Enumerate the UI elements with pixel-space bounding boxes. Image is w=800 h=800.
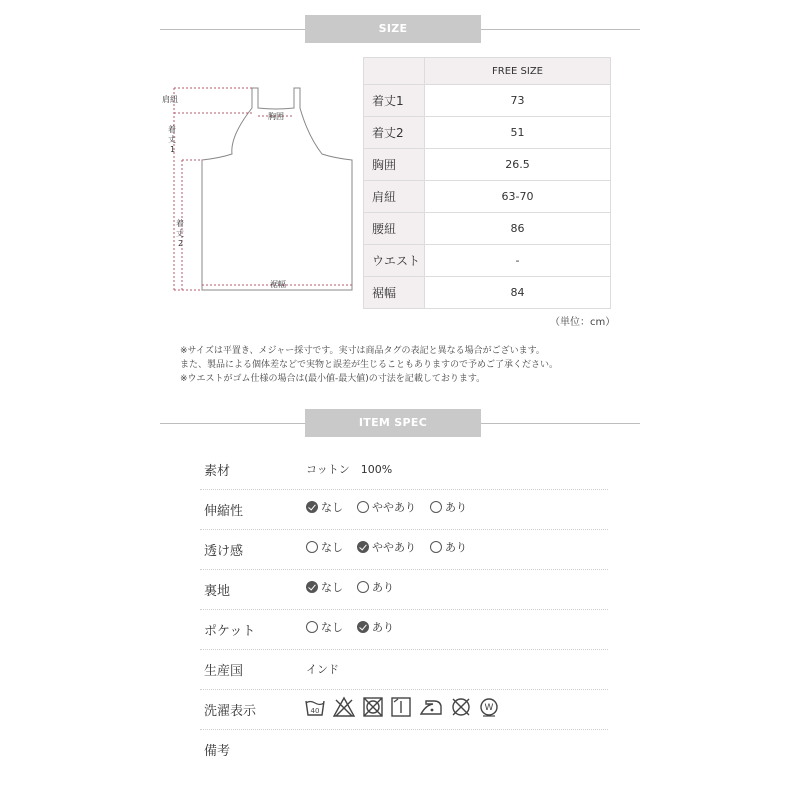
stretch-options <box>306 499 481 515</box>
row-value: - <box>425 245 611 277</box>
spec-label: 素材 <box>204 464 231 479</box>
no-bleach-icon <box>332 696 356 718</box>
row-value: 51 <box>425 117 611 149</box>
wet-clean-icon <box>478 696 500 718</box>
row-value: 63-70 <box>425 181 611 213</box>
table-row <box>364 277 611 309</box>
table-row <box>364 213 611 245</box>
material-value: コットン 100% <box>306 463 393 476</box>
diagram-label-length2: 着丈 2 <box>176 219 184 248</box>
size-table <box>363 57 611 309</box>
circle-icon <box>430 501 442 513</box>
pocket-options <box>306 619 408 635</box>
size-table-header-row <box>364 58 611 85</box>
spec-row-remarks <box>200 729 608 769</box>
note-line: ※サイズは平置き、メジャー採寸です。実寸は商品タグの表記と異なる場合がございます。 <box>180 346 545 356</box>
size-table-header: FREE SIZE <box>425 58 611 85</box>
wet-clean-letter: W <box>484 703 494 713</box>
note-line: ※ウエストがゴム仕様の場合は(最小値-最大値)の寸法を記載しております。 <box>180 374 486 384</box>
circle-icon <box>430 541 442 553</box>
table-row <box>364 149 611 181</box>
table-row <box>364 117 611 149</box>
row-label: 着丈1 <box>364 85 425 117</box>
wash-temp: 40 <box>310 707 320 715</box>
spec-heading: ITEM SPEC <box>305 409 481 437</box>
circle-icon <box>306 621 318 633</box>
spec-row-care <box>200 689 608 730</box>
check-circle-icon <box>357 621 369 633</box>
origin-value: インド <box>306 663 339 676</box>
row-label: 胸囲 <box>364 149 425 181</box>
option <box>306 579 343 595</box>
check-circle-icon <box>306 501 318 513</box>
circle-icon <box>357 501 369 513</box>
option <box>357 539 416 555</box>
size-heading: SIZE <box>305 15 481 43</box>
garment-diagram <box>160 80 360 300</box>
lining-options <box>306 579 408 595</box>
option-label: あり <box>372 581 394 594</box>
option <box>357 619 394 635</box>
spec-label: ポケット <box>204 624 256 639</box>
diagram-label-strap: 肩紐 <box>162 95 178 104</box>
row-label: 肩紐 <box>364 181 425 213</box>
option-label: あり <box>372 621 394 634</box>
row-label: 裾幅 <box>364 277 425 309</box>
note-line: また、製品による個体差などで実物と誤差が生じることもありますので予めご了承ください。 <box>180 360 559 370</box>
no-tumble-dry-icon <box>362 696 384 718</box>
spec-row-origin <box>200 649 608 690</box>
option-label: ややあり <box>372 501 416 514</box>
spec-label: 伸縮性 <box>204 504 244 519</box>
row-label: 腰紐 <box>364 213 425 245</box>
diagram-label-length1: 着丈 1 <box>168 125 176 154</box>
wash-40-icon <box>304 696 326 718</box>
check-circle-icon <box>306 581 318 593</box>
spec-label: 生産国 <box>204 664 244 679</box>
option <box>357 499 416 515</box>
spec-label: 洗濯表示 <box>204 704 257 719</box>
row-value: 73 <box>425 85 611 117</box>
unit-note: （単位：cm） <box>550 317 616 328</box>
size-notes <box>180 344 558 386</box>
row-value: 26.5 <box>425 149 611 181</box>
circle-icon <box>306 541 318 553</box>
option <box>430 539 467 555</box>
option-label: なし <box>321 541 343 554</box>
diagram-label-hem: 裾幅 <box>270 280 286 289</box>
check-circle-icon <box>357 541 369 553</box>
option-label: あり <box>445 541 467 554</box>
row-label: 着丈2 <box>364 117 425 149</box>
option-label: あり <box>445 501 467 514</box>
table-row <box>364 245 611 277</box>
spec-row-pocket <box>200 609 608 650</box>
option-label: なし <box>321 621 343 634</box>
spec-row-material <box>200 449 608 490</box>
no-dry-clean-icon <box>450 696 472 718</box>
table-row <box>364 181 611 213</box>
row-value: 86 <box>425 213 611 245</box>
option <box>430 499 467 515</box>
option <box>306 499 343 515</box>
spec-label: 備考 <box>204 744 231 759</box>
spec-section-header <box>160 409 640 439</box>
option-label: なし <box>321 581 343 594</box>
size-table-corner <box>364 58 425 85</box>
option <box>357 579 394 595</box>
diagram-label-chest: 胸囲 <box>268 112 284 121</box>
spec-row-lining <box>200 569 608 610</box>
option-label: ややあり <box>372 541 416 554</box>
sheerness-options <box>306 539 481 555</box>
option-label: なし <box>321 501 343 514</box>
line-dry-icon <box>390 696 412 718</box>
spec-row-sheerness <box>200 529 608 570</box>
row-label: ウエスト <box>364 245 425 277</box>
option <box>306 539 343 555</box>
care-icons <box>304 696 500 718</box>
spec-label: 裏地 <box>204 584 231 599</box>
table-row <box>364 85 611 117</box>
spec-label: 透け感 <box>204 544 244 559</box>
size-section-header <box>160 15 640 45</box>
spec-row-stretch <box>200 489 608 530</box>
circle-icon <box>357 581 369 593</box>
option <box>306 619 343 635</box>
iron-low-icon <box>418 696 444 718</box>
row-value: 84 <box>425 277 611 309</box>
